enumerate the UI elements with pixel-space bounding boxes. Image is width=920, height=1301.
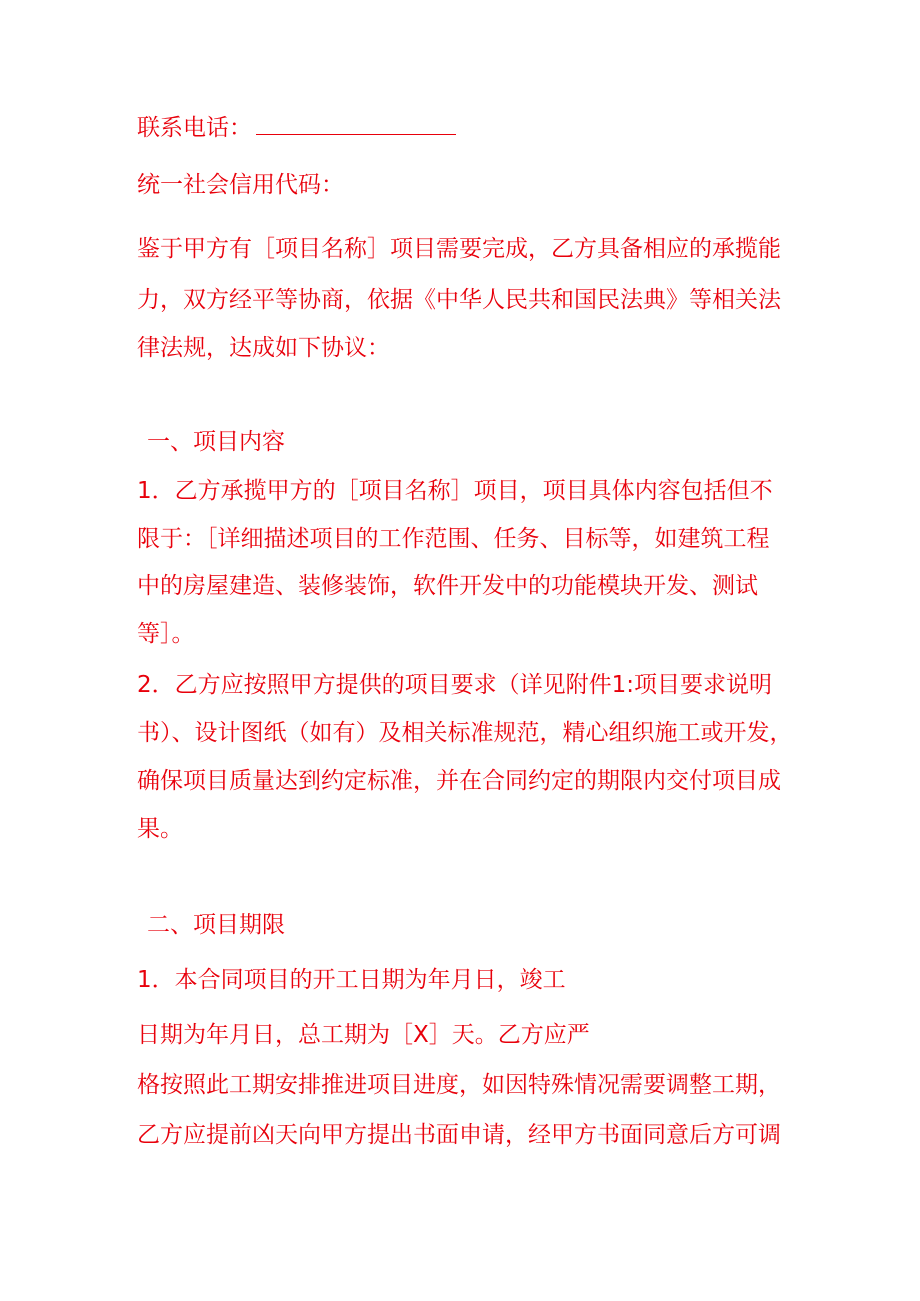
section1-item2-line: 2．乙方应按照甲方提供的项目要求（详见附件1:项目要求说明 [137,672,773,698]
phone-label: 联系电话： [137,115,252,141]
section1-item2-line: 书）、设计图纸（如有）及相关标准规范，精心组织施工或开发， [137,720,793,746]
preamble-line: 鉴于甲方有［项目名称］项目需要完成，乙方具备相应的承揽能 [137,236,781,262]
section2-item1-line: 格按照此工期安排推进项目进度，如因特殊情况需要调整工期， [137,1072,781,1098]
section1-heading: 一、项目内容 [147,429,285,455]
section2-item1-line: 乙方应提前凶天向甲方提出书面申请，经甲方书面同意后方可调 [137,1122,781,1148]
section1-item1-line: 1．乙方承揽甲方的［项目名称］项目，项目具体内容包括但不 [137,478,773,504]
section1-item1-line: 限于：［详细描述项目的工作范围、任务、目标等，如建筑工程 [137,526,770,552]
section2-item1-line: 日期为年月日，总工期为［X］天。乙方应严 [137,1022,590,1048]
preamble-line: 力，双方经平等协商，依据《中华人民共和国民法典》等相关法 [137,287,781,313]
preamble-line: 律法规，达成如下协议： [137,335,390,361]
credit-code-label: 统一社会信用代码： [137,172,344,198]
section2-item1-line: 1．本合同项目的开工日期为年月日，竣工 [137,967,566,993]
section2-heading: 二、项目期限 [147,912,285,938]
section1-item2-line: 果。 [137,816,183,842]
phone-field [137,113,456,143]
section1-item1-line: 等］。 [137,621,195,647]
section1-item1-line: 中的房屋建造、装修装饰，软件开发中的功能模块开发、测试 [137,573,758,599]
phone-blank-line [256,116,456,135]
section1-item2-line: 确保项目质量达到约定标准，并在合同约定的期限内交付项目成 [137,768,781,794]
